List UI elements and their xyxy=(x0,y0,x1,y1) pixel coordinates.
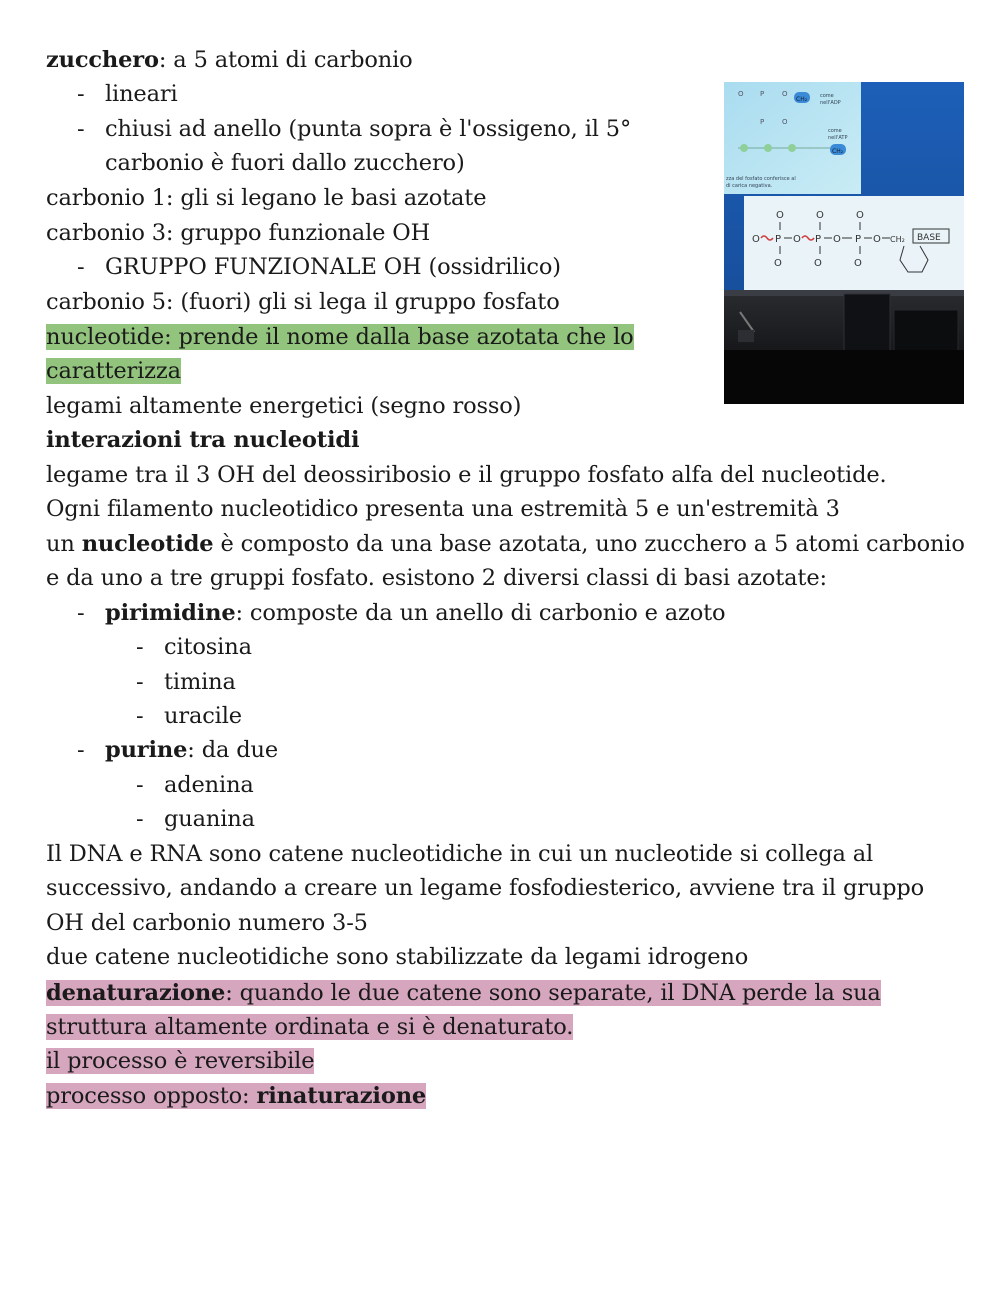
line-renaturation: processo opposto: rinaturazione xyxy=(46,1083,427,1109)
line-energy-bonds: legami altamente energetici (segno rosso) xyxy=(46,393,522,419)
bullet-adenine: - adenina xyxy=(136,772,254,798)
line-dna-rna: Il DNA e RNA sono catene nucleotidiche in cui un nucleotide si collega al xyxy=(46,841,874,867)
line-nucleotide-def-continued: e da uno a tre gruppi fosfato. esistono 2 diversi classi di basi azotate: xyxy=(46,565,827,591)
line-strand-ends: Ogni filamento nucleotidico presenta una estremità 5 e un'estremità 3 xyxy=(46,496,840,522)
bullet-pyrimidines: - pirimidine: composte da un anello di carbonio e azoto xyxy=(77,600,726,626)
bullet-ring: - chiusi ad anello (punta sopra è l'ossigeno, il 5° xyxy=(77,116,632,142)
chain-p-3: P xyxy=(855,234,862,245)
line-dna-rna-3: OH del carbonio numero 3-5 xyxy=(46,910,368,936)
chain-o-top-2: O xyxy=(816,210,824,221)
line-nucleotide-name-continued: caratterizza xyxy=(46,358,181,384)
line-bond-3oh: legame tra il 3 OH del deossiribosio e il gruppo fosfato alfa del nucleotide. xyxy=(46,462,887,488)
upper-slide-label-4: nell'ATP xyxy=(828,135,848,141)
line-carbon-1: carbonio 1: gli si legano le basi azotate xyxy=(46,185,487,211)
chain-o-bottom-1: O xyxy=(774,258,782,269)
bullet-cytosine: - citosina xyxy=(136,634,252,660)
upper-slide-o-2: O xyxy=(782,90,788,98)
monitor-shape xyxy=(844,294,890,354)
chain-o-bridge-1: O xyxy=(793,234,801,245)
upper-slide-p-2: P xyxy=(760,118,765,126)
line-nucleotide-def: un nucleotide è composto da una base azotata, uno zucchero a 5 atomi carbonio xyxy=(46,531,965,557)
bullet-oh-group: - GRUPPO FUNZIONALE OH (ossidrilico) xyxy=(77,254,561,280)
upper-slide xyxy=(724,82,861,194)
chain-ch2: CH₂ xyxy=(890,235,905,244)
chain-p-1: P xyxy=(775,234,782,245)
upper-slide-label-2: nell'ADP xyxy=(820,100,841,106)
line-carbon-3: carbonio 3: gruppo funzionale OH xyxy=(46,220,431,246)
bullet-ring-continued: carbonio è fuori dallo zucchero) xyxy=(105,150,465,176)
lower-slide xyxy=(744,196,964,294)
bullet-uracil: - uracile xyxy=(136,703,242,729)
base-label: BASE xyxy=(917,233,941,243)
chain-p-2: P xyxy=(815,234,822,245)
upper-slide-o-1: O xyxy=(738,90,744,98)
line-nucleotide-name: nucleotide: prende il nome dalla base azotata che lo xyxy=(46,324,634,350)
heading-interactions: interazioni tra nucleotidi xyxy=(46,427,360,453)
chain-o-bottom-2: O xyxy=(814,258,822,269)
chain-o-top-1: O xyxy=(776,210,784,221)
line-sugar: zucchero: a 5 atomi di carbonio xyxy=(46,47,413,73)
line-hydrogen-bonds: due catene nucleotidiche sono stabilizzate da legami idrogeno xyxy=(46,944,749,970)
upper-slide-ch2-1: CH₂ xyxy=(796,96,808,103)
line-denaturation-2: struttura altamente ordinata e si è denaturato. xyxy=(46,1014,574,1040)
upper-slide-caption-2: di carica negativa. xyxy=(726,183,773,189)
bullet-linear: - lineari xyxy=(77,81,178,107)
line-carbon-5: carbonio 5: (fuori) gli si lega il gruppo fosfato xyxy=(46,289,560,315)
upper-slide-p-1: P xyxy=(760,90,765,98)
upper-slide-label-3: come xyxy=(828,128,842,134)
chain-o-bridge-3: O xyxy=(873,234,881,245)
upper-slide-caption-1: zza del fosfato conferisce al xyxy=(726,176,796,182)
chain-o-bottom-3: O xyxy=(854,258,862,269)
upper-slide-label-1: come xyxy=(820,93,834,99)
chain-o-top-3: O xyxy=(856,210,864,221)
line-reversible: il processo è reversibile xyxy=(46,1048,315,1074)
bullet-guanine: - guanina xyxy=(136,806,255,832)
bullet-thymine: - timina xyxy=(136,669,236,695)
chain-o-left: O xyxy=(752,234,760,245)
line-dna-rna-2: successivo, andando a creare un legame fosfodiesterico, avviene tra il gruppo xyxy=(46,875,925,901)
bullet-purines: - purine: da due xyxy=(77,737,278,763)
line-denaturation: denaturazione: quando le due catene sono separate, il DNA perde la sua xyxy=(46,980,881,1006)
chain-o-bridge-2: O xyxy=(833,234,841,245)
lecture-slide-photo xyxy=(724,82,964,404)
upper-slide-ch2-2: CH₂ xyxy=(832,148,844,155)
upper-slide-o-3: O xyxy=(782,118,788,126)
